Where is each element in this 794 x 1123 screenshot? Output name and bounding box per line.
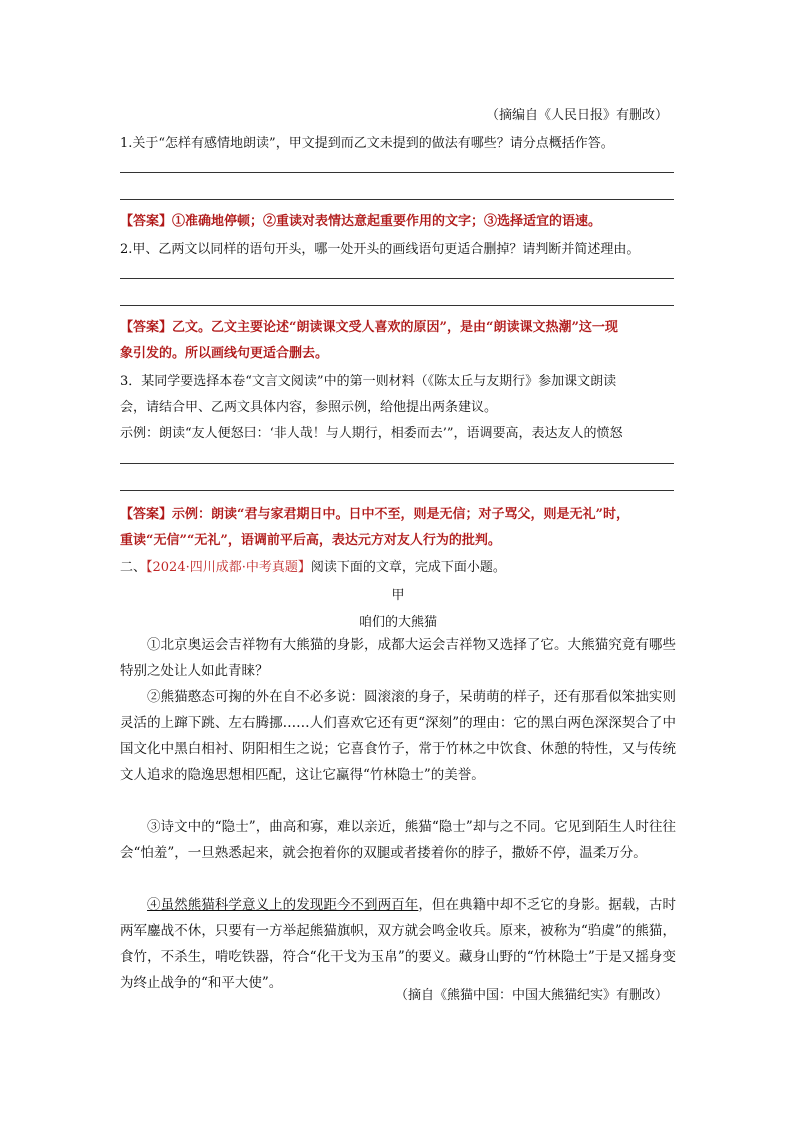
answer-2-line-2: 象引发的。所以画线句更适合删去。 (120, 346, 329, 361)
answer-text: 示例：朗读“君与家君期日中。日中不至，则是无信；对子骂父，则是无礼”时， (172, 507, 629, 522)
question-1: 1.关于“怎样有感情地朗读”，甲文提到而乙文未提到的做法有哪些？请分点概括作答。 (120, 136, 614, 151)
question-3-line-2: 会，请结合甲、乙两文具体内容，参照示例，给他提出两条建议。 (120, 400, 498, 415)
question-3-example: 示例：朗读“友人便怒曰：‘非人哉！与人期行，相委而去’”，语调要高，表达友人的愤怒 (120, 426, 623, 441)
question-3-line-1: 3．某同学要选择本卷“文言文阅读”中的第一则材料（《陈太丘与友期行》参加课文朗读 (120, 374, 617, 389)
answer-line (120, 172, 674, 173)
paragraph-1: ①北京奥运会吉祥物有大熊猫的身影，成都大运会吉祥物又选择了它。大熊猫究竟有哪些特别之处让人如此青睐？ (120, 637, 676, 679)
answer-text: 乙文。乙文主要论述“朗读课文受人喜欢的原因”，是由“朗读课文热潮”这一现 (172, 320, 618, 335)
answer-3-line-2: 重读“无信”“无礼”，语调前平后高，表达元方对友人行为的批判。 (120, 533, 501, 548)
answer-1 (120, 210, 601, 229)
answer-3-line-1 (120, 503, 629, 522)
section-2-heading (120, 556, 506, 575)
section-instruction: 阅读下面的文章，完成下面小题。 (310, 560, 506, 575)
paragraph-2: ②熊猫憨态可掬的外在自不必多说：圆滚滚的身子，呆萌萌的样子，还有那看似笨拙实则灵活的上蹿下跳、左右腾挪……人们喜欢它还有更“深刻”的理由：它的黑白两色深深契合了中国文化中黑白相衬、阴阳相生之说；它喜食竹子，常于竹林之中饮食、休憩的特性，又与传统文人追求的隐逸思想相匹配，这让它赢得“竹林隐士”的美誉。 (120, 689, 676, 783)
exam-source-tag: 【2024·四川成都·中考真题】 (146, 560, 311, 575)
question-2: 2.甲、乙两文以同样的语句开头，哪一处开头的画线语句更适合删掉？请判断并简述理由。 (120, 242, 640, 257)
source-citation-top: （摘编自《人民日报》有删改） (485, 108, 668, 123)
text-label-jia: 甲 (391, 588, 405, 603)
paragraph-4-rest: ，但在典籍中却不乏它的身影。据载，古时两军鏖战不休，只要有一方举起熊猫旗帜，双方就会鸣金收兵。原来，被称为“驺虞”的熊猫，食竹，不杀生，啃吃铁器，符合“化干戈为玉帛”的要义。藏身山野的“竹林隐士”于是又摇身变为终止战争的“和平大使”。 (120, 897, 677, 991)
paragraph-4 (120, 892, 676, 996)
source-citation-bottom: （摘自《熊猫中国：中国大熊猫纪实》有删改） (394, 988, 668, 1003)
answer-line (120, 490, 674, 491)
answer-text: ①准确地停顿；②重读对表情达意起重要作用的文字；③选择适宜的语速。 (172, 214, 602, 229)
answer-line (120, 463, 674, 464)
underlined-sentence: ④虽然熊猫科学意义上的发现距今不到两百年 (147, 897, 419, 913)
answer-line (120, 278, 674, 279)
answer-line (120, 199, 674, 200)
answer-label: 【答案】 (120, 214, 173, 229)
answer-2-line-1 (120, 316, 618, 335)
section-number: 二、 (120, 560, 147, 575)
article-title: 咱们的大熊猫 (358, 615, 437, 630)
answer-label: 【答案】 (120, 320, 173, 335)
answer-label: 【答案】 (120, 507, 173, 522)
paragraph-3: ③诗文中的“隐士”，曲高和寡，难以亲近，熊猫“隐士”却与之不同。它见到陌生人时往往会“怕羞”，一旦熟悉起来，就会抱着你的双腿或者搂着你的脖子，撒娇不停，温柔万分。 (120, 819, 676, 861)
answer-line (120, 305, 674, 306)
